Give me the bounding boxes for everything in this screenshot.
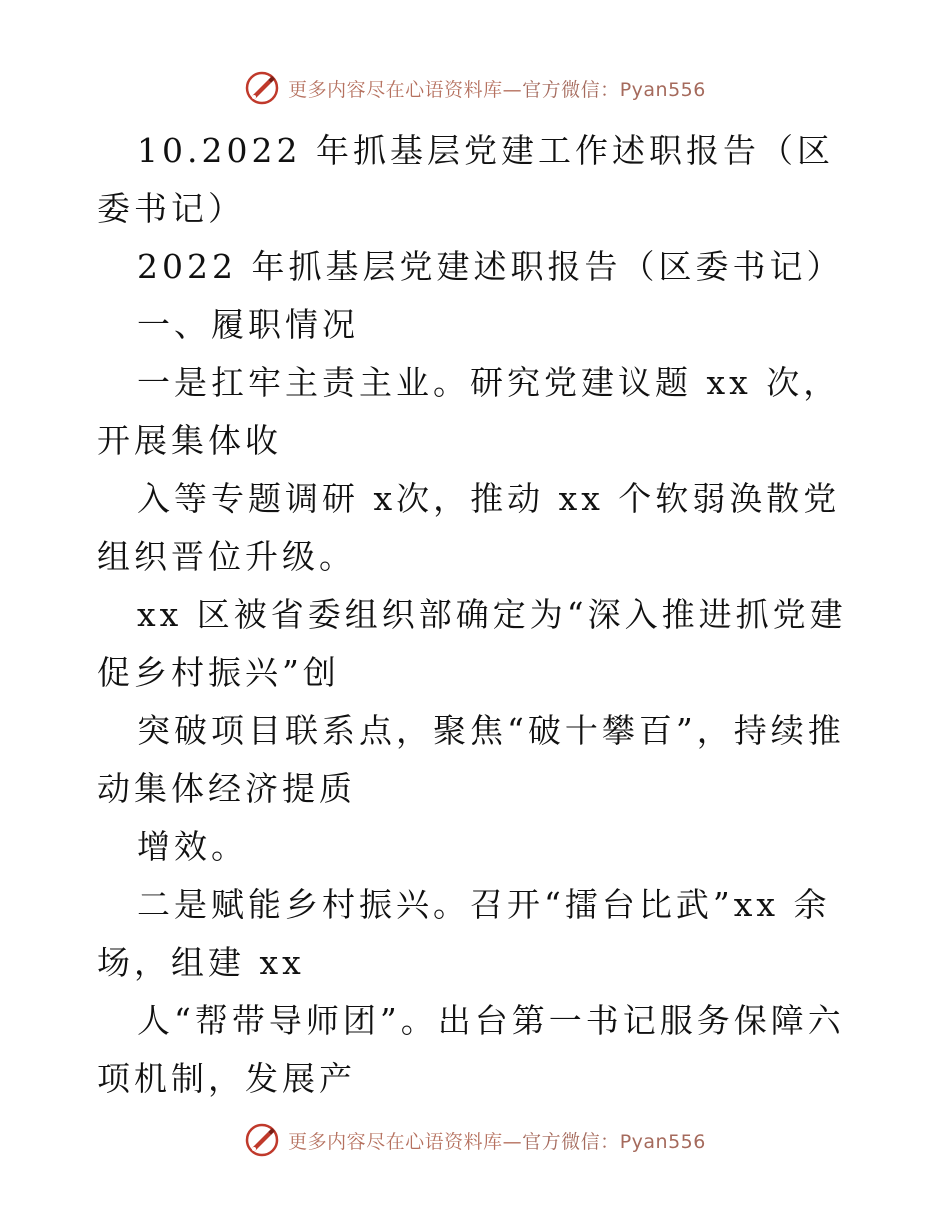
paragraph-section-heading: 一、履职情况 bbox=[137, 305, 359, 344]
paragraph-title: 10.2022 年抓基层党建工作述职报告（区委书记） bbox=[97, 131, 834, 228]
header-watermark bbox=[0, 70, 950, 106]
paragraph: 二是赋能乡村振兴。召开“擂台比武”xx 余场，组建 xx bbox=[97, 885, 831, 982]
paragraph: 入等专题调研 x次，推动 xx 个软弱涣散党组织晋位升级。 bbox=[97, 479, 841, 576]
paragraph: 增效。 bbox=[137, 827, 248, 866]
watermark-wechat-label: 官方微信： bbox=[522, 78, 620, 101]
paragraph: 一是扛牢主责主业。研究党建议题 xx 次，开展集体收 bbox=[97, 363, 841, 460]
document-body bbox=[97, 122, 857, 1108]
watermark-wechat-id: Pyan556 bbox=[619, 1130, 706, 1153]
pen-logo-icon bbox=[244, 70, 280, 106]
watermark-site-text: 更多内容尽在心语资料库 bbox=[288, 1130, 503, 1153]
footer-watermark bbox=[0, 1122, 950, 1158]
watermark-wechat-label: 官方微信： bbox=[522, 1130, 620, 1153]
paragraph-subtitle: 2022 年抓基层党建述职报告（区委书记） bbox=[137, 247, 844, 286]
watermark-separator: — bbox=[502, 1130, 523, 1153]
paragraph: 突破项目联系点，聚焦“破十攀百”，持续推动集体经济提质 bbox=[97, 711, 845, 808]
watermark-wechat-id: Pyan556 bbox=[619, 78, 706, 101]
watermark-separator: — bbox=[502, 78, 523, 101]
paragraph: xx 区被省委组织部确定为“深入推进抓党建促乡村振兴”创 bbox=[97, 595, 847, 692]
watermark-site-text: 更多内容尽在心语资料库 bbox=[288, 78, 503, 101]
pen-logo-icon bbox=[244, 1122, 280, 1158]
paragraph: 人“帮带导师团”。出台第一书记服务保障六项机制，发展产 bbox=[97, 1001, 845, 1098]
